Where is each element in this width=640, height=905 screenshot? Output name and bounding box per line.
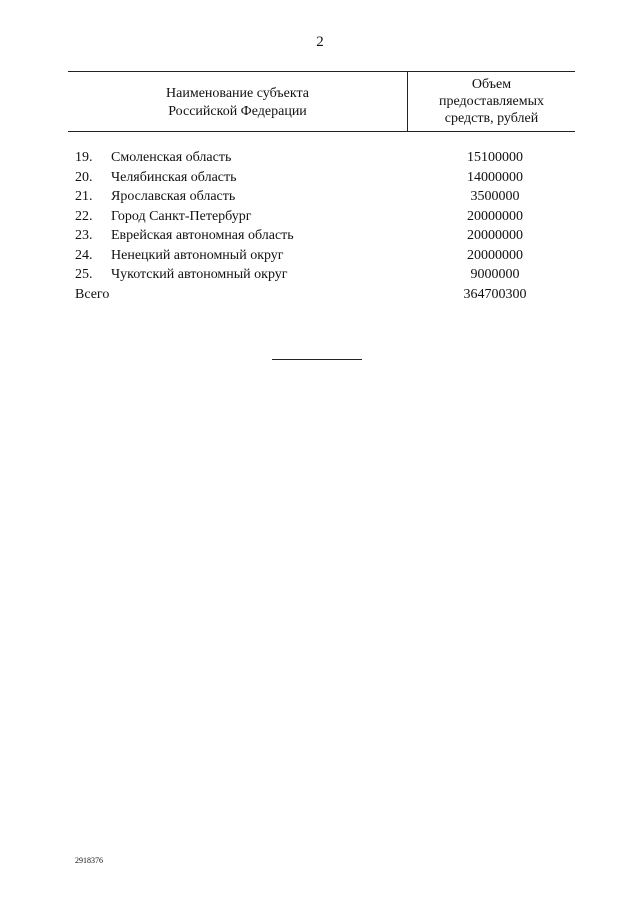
page-number: 2 [316, 34, 324, 50]
table-body [0, 148, 640, 304]
row-region-name: Ярославская область [111, 189, 236, 204]
total-label: Всего [75, 286, 110, 302]
row-region-name: Ненецкий автономный округ [111, 247, 284, 263]
document-code: 2918376 [75, 856, 103, 865]
header-amount [408, 76, 575, 127]
row-number: 24. [75, 247, 93, 263]
table-row [0, 187, 640, 207]
table-row [0, 148, 640, 168]
row-amount: 20000000 [467, 208, 523, 224]
row-region-name: Чукотский автономный округ [111, 267, 288, 282]
header-amount-line: предоставляемых [438, 94, 545, 109]
row-amount: 15100000 [467, 150, 523, 165]
row-amount: 20000000 [467, 228, 523, 243]
row-number: 20. [75, 169, 93, 185]
table-total-row [0, 285, 640, 305]
table-row [0, 168, 640, 188]
row-amount: 9000000 [470, 267, 520, 282]
table-row [0, 207, 640, 227]
total-amount: 364700300 [463, 286, 527, 302]
row-number: 23. [75, 228, 93, 243]
header-region-name-line: Российской Федерации [168, 104, 307, 119]
table-row [0, 265, 640, 285]
row-number: 22. [75, 208, 93, 224]
header-amount-line: средств, рублей [444, 111, 539, 126]
row-number: 25. [75, 267, 93, 282]
row-region-name: Еврейская автономная область [111, 228, 294, 243]
header-region-name-line: Наименование субъекта [166, 86, 309, 101]
row-amount: 14000000 [467, 169, 523, 185]
table-row [0, 246, 640, 266]
table-row [0, 226, 640, 246]
row-amount: 20000000 [467, 247, 523, 263]
header-region-name [68, 85, 407, 121]
table-header [68, 71, 575, 132]
header-amount-line: Объем [471, 77, 512, 92]
row-region-name: Смоленская область [111, 150, 232, 165]
end-separator-line [272, 359, 362, 360]
row-region-name: Челябинская область [111, 169, 237, 185]
row-number: 21. [75, 189, 93, 204]
row-amount: 3500000 [470, 189, 520, 204]
row-region-name: Город Санкт-Петербург [111, 208, 252, 224]
row-number: 19. [75, 150, 93, 165]
